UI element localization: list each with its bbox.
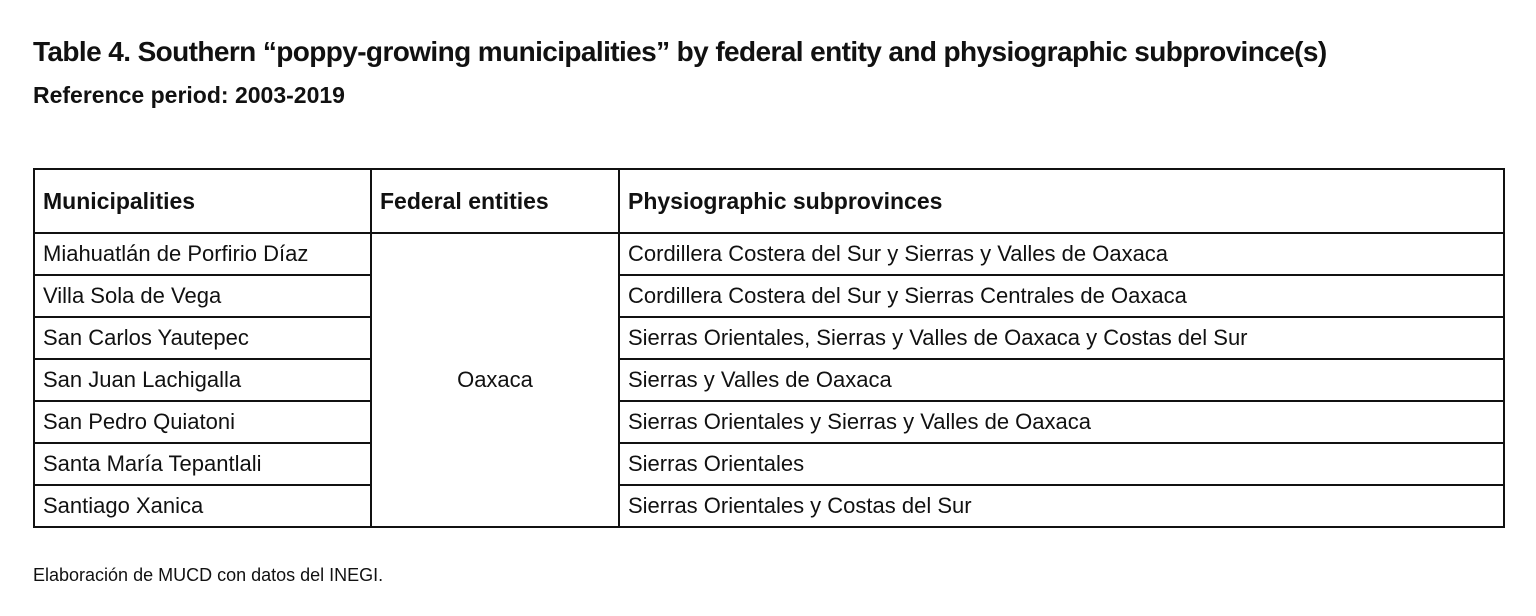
subprovince-cell: Cordillera Costera del Sur y Sierras y Valles de Oaxaca	[619, 233, 1504, 275]
table-row	[34, 275, 1504, 317]
table-row	[34, 359, 1504, 401]
federal-entity-cell: Oaxaca	[371, 233, 619, 527]
table-row	[34, 317, 1504, 359]
header-municipalities: Municipalities	[34, 169, 371, 233]
subprovince-cell: Sierras Orientales, Sierras y Valles de Oaxaca y Costas del Sur	[619, 317, 1504, 359]
header-physiographic-subprovinces: Physiographic subprovinces	[619, 169, 1504, 233]
table-row	[34, 485, 1504, 527]
table-row	[34, 401, 1504, 443]
table-title: Table 4. Southern “poppy-growing municipalities” by federal entity and physiographic subprovince(s)	[33, 36, 1327, 67]
municipality-cell: San Pedro Quiatoni	[34, 401, 371, 443]
header-federal-entities: Federal entities	[371, 169, 619, 233]
subprovince-cell: Sierras Orientales y Costas del Sur	[619, 485, 1504, 527]
subprovince-cell: Sierras Orientales y Sierras y Valles de Oaxaca	[619, 401, 1504, 443]
table-row	[34, 233, 1504, 275]
municipality-cell: Santiago Xanica	[34, 485, 371, 527]
subprovince-cell: Sierras Orientales	[619, 443, 1504, 485]
municipality-cell: San Juan Lachigalla	[34, 359, 371, 401]
reference-period: Reference period: 2003-2019	[33, 82, 345, 108]
source-note: Elaboración de MUCD con datos del INEGI.	[33, 565, 384, 585]
table-row	[34, 443, 1504, 485]
municipality-cell: Villa Sola de Vega	[34, 275, 371, 317]
municipality-cell: Miahuatlán de Porfirio Díaz	[34, 233, 371, 275]
table-header-row	[34, 169, 1504, 233]
subprovince-cell: Sierras y Valles de Oaxaca	[619, 359, 1504, 401]
subprovince-cell: Cordillera Costera del Sur y Sierras Centrales de Oaxaca	[619, 275, 1504, 317]
municipalities-table	[33, 168, 1505, 528]
municipality-cell: San Carlos Yautepec	[34, 317, 371, 359]
municipality-cell: Santa María Tepantlali	[34, 443, 371, 485]
